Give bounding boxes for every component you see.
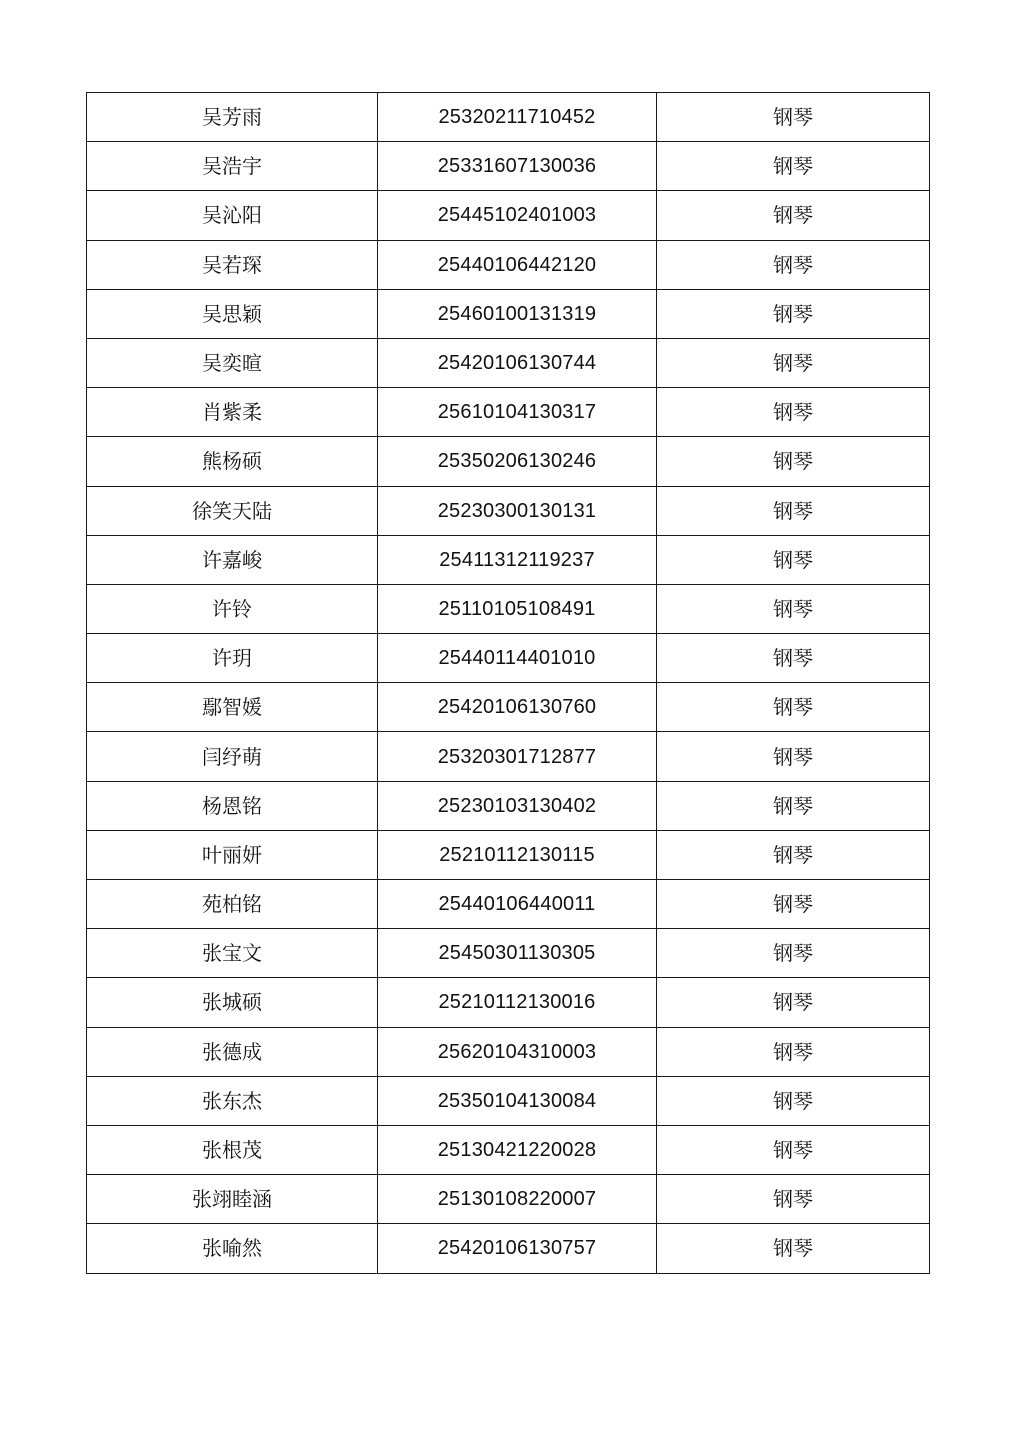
candidate-name: 张翊睦涵 xyxy=(87,1175,378,1224)
table-row xyxy=(87,634,930,683)
candidate-major: 钢琴 xyxy=(657,486,930,535)
table-row xyxy=(87,142,930,191)
table-row xyxy=(87,978,930,1027)
candidate-major: 钢琴 xyxy=(657,289,930,338)
table-row xyxy=(87,1076,930,1125)
candidate-major: 钢琴 xyxy=(657,240,930,289)
candidate-name: 吴奕暄 xyxy=(87,338,378,387)
candidate-name: 吴沁阳 xyxy=(87,191,378,240)
candidate-major: 钢琴 xyxy=(657,338,930,387)
candidate-major: 钢琴 xyxy=(657,1175,930,1224)
candidate-major: 钢琴 xyxy=(657,732,930,781)
candidate-major: 钢琴 xyxy=(657,191,930,240)
table-row xyxy=(87,486,930,535)
candidate-major: 钢琴 xyxy=(657,93,930,142)
candidate-major: 钢琴 xyxy=(657,1224,930,1273)
candidate-id: 25210112130016 xyxy=(378,978,657,1027)
candidate-id: 25350206130246 xyxy=(378,437,657,486)
table-row xyxy=(87,1175,930,1224)
table-row xyxy=(87,1224,930,1273)
candidate-name: 叶丽妍 xyxy=(87,830,378,879)
table-row xyxy=(87,240,930,289)
table-row xyxy=(87,338,930,387)
candidate-major: 钢琴 xyxy=(657,1076,930,1125)
candidate-name: 苑柏铭 xyxy=(87,880,378,929)
candidate-id: 25110105108491 xyxy=(378,584,657,633)
table-row xyxy=(87,1027,930,1076)
candidate-name: 肖紫柔 xyxy=(87,388,378,437)
table-row xyxy=(87,289,930,338)
candidate-id: 25350104130084 xyxy=(378,1076,657,1125)
candidate-id: 25445102401003 xyxy=(378,191,657,240)
candidate-id: 25130421220028 xyxy=(378,1125,657,1174)
candidate-major: 钢琴 xyxy=(657,880,930,929)
candidate-name: 张东杰 xyxy=(87,1076,378,1125)
candidate-name: 杨恩铭 xyxy=(87,781,378,830)
candidate-major: 钢琴 xyxy=(657,781,930,830)
candidate-table xyxy=(86,92,930,1274)
table-row xyxy=(87,535,930,584)
candidate-name: 熊杨硕 xyxy=(87,437,378,486)
table-row xyxy=(87,93,930,142)
candidate-major: 钢琴 xyxy=(657,437,930,486)
candidate-id: 25320211710452 xyxy=(378,93,657,142)
candidate-major: 钢琴 xyxy=(657,1125,930,1174)
candidate-id: 25210112130115 xyxy=(378,830,657,879)
candidate-id: 25420106130757 xyxy=(378,1224,657,1273)
candidate-major: 钢琴 xyxy=(657,535,930,584)
candidate-name: 吴若琛 xyxy=(87,240,378,289)
candidate-major: 钢琴 xyxy=(657,584,930,633)
candidate-major: 钢琴 xyxy=(657,830,930,879)
candidate-major: 钢琴 xyxy=(657,634,930,683)
table-row xyxy=(87,830,930,879)
candidate-id: 25440106442120 xyxy=(378,240,657,289)
candidate-name: 鄢智媛 xyxy=(87,683,378,732)
candidate-id: 25610104130317 xyxy=(378,388,657,437)
table-row xyxy=(87,880,930,929)
candidate-id: 25440106440011 xyxy=(378,880,657,929)
table-row xyxy=(87,584,930,633)
candidate-name: 张根茂 xyxy=(87,1125,378,1174)
candidate-name: 吴浩宇 xyxy=(87,142,378,191)
candidate-name: 许玥 xyxy=(87,634,378,683)
candidate-name: 张德成 xyxy=(87,1027,378,1076)
candidate-major: 钢琴 xyxy=(657,388,930,437)
candidate-id: 25320301712877 xyxy=(378,732,657,781)
candidate-name: 张宝文 xyxy=(87,929,378,978)
candidate-id: 25130108220007 xyxy=(378,1175,657,1224)
table-row xyxy=(87,683,930,732)
candidate-major: 钢琴 xyxy=(657,142,930,191)
candidate-name: 闫纾萌 xyxy=(87,732,378,781)
table-row xyxy=(87,929,930,978)
candidate-id: 25460100131319 xyxy=(378,289,657,338)
candidate-major: 钢琴 xyxy=(657,978,930,1027)
candidate-id: 25331607130036 xyxy=(378,142,657,191)
candidate-major: 钢琴 xyxy=(657,929,930,978)
table-row xyxy=(87,191,930,240)
candidate-id: 25440114401010 xyxy=(378,634,657,683)
table-row xyxy=(87,732,930,781)
candidate-name: 许嘉峻 xyxy=(87,535,378,584)
candidate-name: 吴芳雨 xyxy=(87,93,378,142)
table-row xyxy=(87,388,930,437)
candidate-name: 张城硕 xyxy=(87,978,378,1027)
table-row xyxy=(87,437,930,486)
table-row xyxy=(87,781,930,830)
table-row xyxy=(87,1125,930,1174)
candidate-id: 25230300130131 xyxy=(378,486,657,535)
candidate-id: 25230103130402 xyxy=(378,781,657,830)
candidate-table-body xyxy=(87,93,930,1274)
candidate-name: 吴思颖 xyxy=(87,289,378,338)
candidate-id: 25411312119237 xyxy=(378,535,657,584)
candidate-id: 25620104310003 xyxy=(378,1027,657,1076)
candidate-id: 25420106130744 xyxy=(378,338,657,387)
candidate-name: 张喻然 xyxy=(87,1224,378,1273)
candidate-major: 钢琴 xyxy=(657,1027,930,1076)
candidate-id: 25450301130305 xyxy=(378,929,657,978)
candidate-id: 25420106130760 xyxy=(378,683,657,732)
candidate-name: 许铃 xyxy=(87,584,378,633)
candidate-name: 徐笑天陆 xyxy=(87,486,378,535)
candidate-major: 钢琴 xyxy=(657,683,930,732)
